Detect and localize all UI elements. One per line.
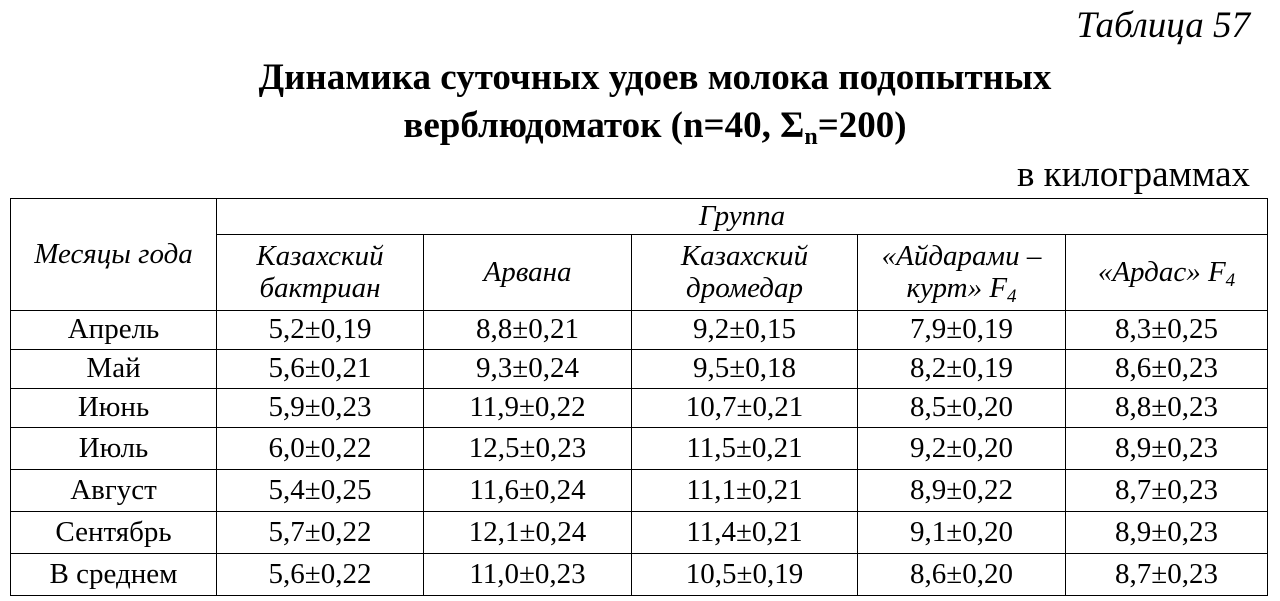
col-header-line2: бактриан	[259, 271, 381, 304]
table-row	[11, 350, 1268, 389]
value-cell: 8,6±0,23	[1066, 350, 1268, 389]
value-cell: 5,9±0,23	[217, 389, 424, 428]
value-cell: 10,7±0,21	[632, 389, 858, 428]
value-cell: 8,9±0,23	[1066, 512, 1268, 554]
month-cell: Май	[11, 350, 217, 389]
col-header-subscript: 4	[1007, 285, 1017, 307]
value-cell: 11,4±0,21	[632, 512, 858, 554]
value-cell: 11,5±0,21	[632, 428, 858, 470]
value-cell: 9,3±0,24	[424, 350, 632, 389]
col-header-kazakh-dromedary	[632, 235, 858, 311]
value-cell: 5,2±0,19	[217, 311, 424, 350]
title-line-2-end: =200)	[817, 105, 907, 146]
value-cell: 12,1±0,24	[424, 512, 632, 554]
col-header-subscript: 4	[1225, 269, 1236, 291]
col-header-line2: курт» F	[906, 271, 1008, 304]
table-title-line-2	[0, 104, 1280, 148]
col-header-line1: Казахский	[680, 239, 809, 272]
month-cell: Апрель	[11, 311, 217, 350]
milk-yield-table	[10, 198, 1268, 596]
value-cell: 5,6±0,21	[217, 350, 424, 389]
month-cell: Август	[11, 470, 217, 512]
value-cell: 8,8±0,23	[1066, 389, 1268, 428]
value-cell: 9,1±0,20	[858, 512, 1066, 554]
units-label: в килограммах	[1016, 154, 1250, 195]
value-cell: 8,7±0,23	[1066, 554, 1268, 596]
value-cell: 11,1±0,21	[632, 470, 858, 512]
value-cell: 11,6±0,24	[424, 470, 632, 512]
col-header-line2: дромедар	[686, 271, 803, 304]
value-cell: 6,0±0,22	[217, 428, 424, 470]
table-row	[11, 428, 1268, 470]
col-header-arvana	[424, 235, 632, 311]
month-cell: Июль	[11, 428, 217, 470]
value-cell: 10,5±0,19	[632, 554, 858, 596]
col-header-line1: Арвана	[483, 255, 572, 288]
title-subscript: n	[804, 124, 818, 150]
col-header-line1: «Ардас» F	[1097, 255, 1226, 288]
table-row	[11, 512, 1268, 554]
table-row-average	[11, 554, 1268, 596]
table-row	[11, 311, 1268, 350]
month-cell: Сентябрь	[11, 512, 217, 554]
col-header-ardas	[1066, 235, 1268, 311]
group-header: Группа	[217, 199, 1268, 235]
value-cell: 12,5±0,23	[424, 428, 632, 470]
table-row	[11, 389, 1268, 428]
value-cell: 5,7±0,22	[217, 512, 424, 554]
months-header: Месяцы года	[11, 199, 217, 311]
col-header-line1: «Айдарами –	[881, 239, 1042, 272]
col-header-aidarami-kurt	[858, 235, 1066, 311]
col-header-line1: Казахский	[256, 239, 384, 272]
value-cell: 8,6±0,20	[858, 554, 1066, 596]
table-row	[11, 470, 1268, 512]
value-cell: 9,2±0,15	[632, 311, 858, 350]
value-cell: 7,9±0,19	[858, 311, 1066, 350]
value-cell: 11,9±0,22	[424, 389, 632, 428]
month-cell: Июнь	[11, 389, 217, 428]
value-cell: 11,0±0,23	[424, 554, 632, 596]
title-line-2-text: верблюдоматок (n=40, Σ	[403, 105, 805, 146]
value-cell: 9,5±0,18	[632, 350, 858, 389]
value-cell: 8,9±0,22	[858, 470, 1066, 512]
table-title-line-1: Динамика суточных удоев молока подопытных	[258, 57, 1052, 98]
value-cell: 8,3±0,25	[1066, 311, 1268, 350]
table-number: Таблица 57	[1076, 5, 1250, 46]
value-cell: 5,4±0,25	[217, 470, 424, 512]
value-cell: 5,6±0,22	[217, 554, 424, 596]
month-cell: В среднем	[11, 554, 217, 596]
value-cell: 8,5±0,20	[858, 389, 1066, 428]
value-cell: 9,2±0,20	[858, 428, 1066, 470]
value-cell: 8,8±0,21	[424, 311, 632, 350]
col-header-kazakh-bactrian	[217, 235, 424, 311]
value-cell: 8,9±0,23	[1066, 428, 1268, 470]
value-cell: 8,7±0,23	[1066, 470, 1268, 512]
value-cell: 8,2±0,19	[858, 350, 1066, 389]
